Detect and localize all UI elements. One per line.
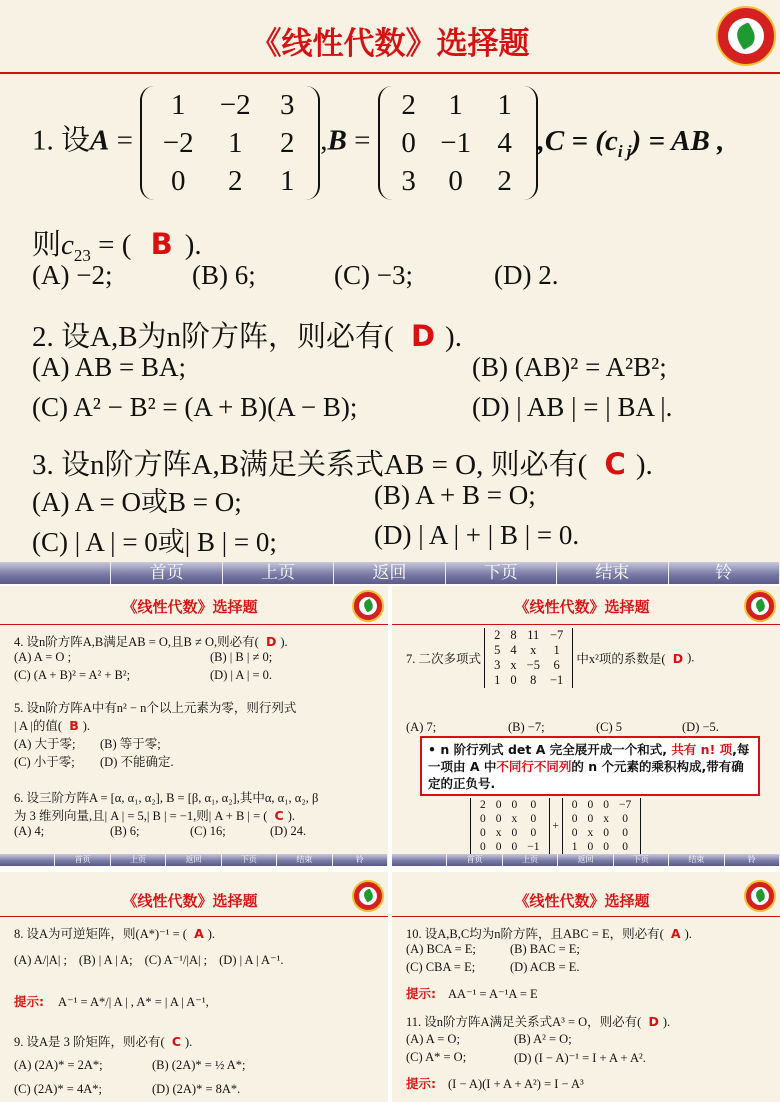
e1-33: 0: [511, 827, 518, 839]
e2-43: 0: [603, 841, 609, 853]
q4-end: ).: [280, 635, 288, 649]
university-seal-logo: [716, 6, 776, 66]
e2-11: 0: [571, 799, 578, 811]
q11-opt-b: (B) A² = O;: [514, 1032, 572, 1046]
q7-opt-d: (D) −5.: [682, 720, 719, 734]
q1-ask-mid: = (: [90, 229, 132, 261]
e2-34: 0: [622, 827, 628, 839]
e1-32: x: [495, 827, 502, 839]
panel-top-right: [392, 586, 780, 866]
q7-opt-b: (B) −7;: [508, 720, 545, 734]
q7-d31: 3: [494, 658, 501, 672]
q5-stem-line1: 5. 设n阶方阵A中有n² − n个以上元素为零，则行列式: [14, 701, 297, 715]
q8-stem-line: [14, 924, 215, 942]
panel-tr-seal-logo: [744, 590, 776, 622]
c-tail: ) = AB ,: [631, 124, 725, 157]
q10-opt-c: (C) CBA = E;: [406, 960, 476, 974]
q3-opt-c: (C) | A | = 0或| B | = 0;: [32, 527, 277, 557]
q2-answer: D: [410, 319, 436, 353]
q7-d23: x: [530, 643, 537, 657]
q11-opt-a: (A) A = O;: [406, 1032, 460, 1046]
b-12: 1: [448, 89, 463, 121]
b-32: 0: [448, 165, 463, 197]
e2-44: 0: [622, 841, 628, 853]
q9-opt-b: (B) (2A)* = ½ A*;: [152, 1058, 246, 1072]
q10-hint: AA⁻¹ = A⁻¹A = E: [448, 987, 538, 1001]
nav-home-button[interactable]: 首页: [111, 562, 222, 584]
q1-lead: 1. 设: [32, 124, 91, 157]
q1-ask-sub: 23: [73, 245, 91, 265]
e1-43: 0: [511, 841, 518, 853]
q7-tip-box: [420, 736, 760, 796]
q7-d32: x: [510, 658, 517, 672]
header-rule: [0, 72, 780, 74]
q8-opt-a: (A) A/|A| ;: [14, 953, 67, 967]
q6-opt-a: (A) 4;: [14, 824, 45, 838]
q5-opt-b: (B) 等于零;: [100, 737, 161, 751]
q7-d24: 1: [553, 643, 560, 657]
panel-br-seal-logo: [744, 880, 776, 912]
tr-nav-blank: [392, 854, 447, 866]
q7-end: ).: [687, 650, 695, 665]
q1-opt-b: (B) 6;: [192, 260, 256, 290]
b-21: 0: [401, 127, 416, 159]
e1-21: 0: [480, 813, 486, 825]
panel-bl-rule: [0, 916, 388, 917]
b-23: 4: [497, 127, 512, 159]
panel-bottom-left: [0, 872, 388, 1102]
panel-br-rule: [392, 916, 780, 917]
panel-bottom-right: [392, 872, 780, 1102]
q5-stem-line2: [14, 716, 90, 734]
q9-end: ).: [185, 1035, 193, 1049]
q2-opt-b: (B) (AB)² = A²B²;: [472, 352, 667, 382]
e2-21: 0: [571, 813, 578, 825]
tr-nav-bell-button[interactable]: 铃: [725, 854, 780, 866]
q4-opt-a: (A) A = O ;: [14, 650, 72, 664]
tr-nav-home-button[interactable]: 首页: [447, 854, 502, 866]
panel-tr-nav: [392, 854, 780, 866]
q7-answer: D: [672, 650, 684, 666]
q7-d44: −1: [549, 673, 564, 687]
q7-d43: 8: [530, 673, 537, 687]
panel-tl-seal-logo: [352, 590, 384, 622]
q6-answer: C: [274, 808, 284, 823]
panel-br-title: 《线性代数》选择题: [514, 892, 650, 910]
expansion-det-2: [562, 798, 642, 854]
nav-next-button[interactable]: 下页: [446, 562, 557, 584]
nav-end-button[interactable]: 结束: [557, 562, 668, 584]
q5-answer: B: [69, 718, 79, 733]
tr-nav-end-button[interactable]: 结束: [669, 854, 724, 866]
panel-tl-title: 《线性代数》选择题: [122, 598, 258, 616]
question-1-options: [32, 260, 558, 291]
e1-34: 0: [530, 827, 537, 839]
nav-bell-button[interactable]: 铃: [669, 562, 780, 584]
q10-hint-line: [406, 984, 538, 1002]
expansion-det-2-table: [567, 798, 637, 854]
matrix-a: [140, 86, 320, 200]
q10-opt-d: (D) ACB = E.: [510, 960, 580, 974]
main-nav-bar: [0, 562, 780, 584]
tl-nav-blank: [0, 854, 55, 866]
q6-end: ).: [287, 809, 296, 823]
tl-nav-next-button[interactable]: 下页: [222, 854, 277, 866]
expansion-det-1-table: [475, 798, 545, 854]
q1-opt-d: (D) 2.: [494, 260, 559, 290]
e2-33: 0: [603, 827, 609, 839]
q2-opt-c: (C) A² − B² = (A + B)(A − B);: [32, 392, 358, 422]
q4-stem-line: [14, 632, 288, 650]
e1-42: 0: [495, 841, 502, 853]
q2-opt-a: (A) AB = BA;: [32, 352, 186, 382]
q11-stem-line: [406, 1012, 670, 1030]
b-11: 2: [401, 89, 416, 121]
b-31: 3: [401, 165, 416, 197]
matrix-b: [378, 86, 538, 200]
q7-lead: 7. 二次多项式: [406, 652, 482, 666]
q7-d22: 4: [510, 643, 517, 657]
tr-nav-prev-button[interactable]: 上页: [503, 854, 558, 866]
a-11: 1: [170, 89, 186, 121]
e1-23: x: [511, 813, 518, 825]
panel-tr-title: 《线性代数》选择题: [514, 598, 650, 616]
q7-d33: −5: [526, 658, 540, 672]
q4-stem: 4. 设n阶方阵A,B满足AB = O,且B ≠ O,则必有(: [14, 635, 259, 649]
tl-nav-back-button[interactable]: 返回: [166, 854, 221, 866]
panel-top-left: [0, 586, 388, 866]
q7-d11: 2: [494, 628, 501, 642]
q7-det-table: [489, 628, 568, 688]
q11-opt-d: (D) (I − A)⁻¹ = I + A + A².: [514, 1051, 646, 1065]
matrix-a-table: [152, 86, 308, 200]
q7-opt-a: (A) 7;: [406, 720, 437, 734]
e2-14: −7: [619, 799, 632, 811]
q7-d14: −7: [549, 628, 564, 642]
q9-opt-d: (D) (2A)* = 8A*.: [152, 1082, 241, 1096]
q3-answer: C: [604, 447, 626, 481]
q3-stem: 3. 设n阶方阵A,B满足关系式AB = O, 则必有(: [32, 449, 588, 481]
q6-stem2: 为 3 维列向量,且| A | = 5,| B | = −1,则| A + B | = (: [14, 809, 268, 823]
nav-blank: [0, 562, 111, 584]
q5-opt-a: (A) 大于零;: [14, 737, 76, 751]
q10-answer: A: [670, 926, 681, 941]
q10-stem: 10. 设A,B,C均为n阶方阵，且ABC = E，则必有(: [406, 927, 664, 941]
tip-p1-red: 共有 n! 项: [671, 742, 733, 757]
page-title: 《线性代数》选择题: [250, 26, 530, 62]
q11-answer: D: [648, 1014, 659, 1029]
nav-prev-button[interactable]: 上页: [223, 562, 334, 584]
a-12: −2: [219, 89, 251, 121]
e2-32: x: [587, 827, 594, 839]
q8-hint: A⁻¹ = A*/| A | , A* = | A | A⁻¹,: [58, 995, 209, 1009]
tip-p2: ,每一项由 A 中: [428, 742, 750, 774]
q7-d42: 0: [510, 673, 517, 687]
q10-opt-a: (A) BCA = E;: [406, 942, 476, 956]
q7-expansion: [470, 798, 641, 854]
q4-opt-d: (D) | A | = 0.: [210, 668, 273, 682]
q10-hint-label: 提示:: [406, 986, 436, 1001]
q11-opt-c: (C) A* = O;: [406, 1050, 467, 1064]
e1-12: 0: [495, 799, 502, 811]
q5-stem2: | A |的值(: [14, 719, 63, 733]
q7-d13: 11: [527, 628, 540, 642]
q10-stem-line: [406, 924, 692, 942]
q1-opt-a: (A) −2;: [32, 260, 113, 290]
panel-bl-title: 《线性代数》选择题: [122, 892, 258, 910]
c-sub: i j: [617, 141, 632, 161]
tl-nav-prev-button[interactable]: 上页: [111, 854, 166, 866]
panel-tr-rule: [392, 624, 780, 625]
q6-opt-d: (D) 24.: [270, 824, 307, 838]
e1-22: 0: [495, 813, 502, 825]
question-2-stem: [32, 314, 462, 355]
q1-ask-pre: 则: [32, 229, 62, 261]
q8-opt-b: (B) | A | A;: [78, 953, 133, 967]
e2-23: x: [603, 813, 609, 825]
q7-determinant: [484, 628, 573, 688]
a-32: 2: [227, 165, 243, 197]
b-13: 1: [497, 89, 512, 121]
q8-stem: 8. 设A为可逆矩阵，则(A*)⁻¹ = (: [14, 927, 187, 941]
q2-end: ).: [445, 321, 462, 353]
q8-opt-c: (C) A⁻¹/|A| ;: [144, 953, 208, 967]
q4-opt-c: (C) (A + B)² = A² + B²;: [14, 668, 131, 682]
q8-hint-line: [14, 992, 209, 1010]
q8-options: [14, 952, 283, 968]
panel-tl-nav: [0, 854, 388, 866]
tl-nav-end-button[interactable]: 结束: [277, 854, 332, 866]
expansion-plus: +: [552, 820, 559, 832]
panel-bl-seal-logo: [352, 880, 384, 912]
tip-p3: 的 n 个元素的乘积构成,: [571, 759, 707, 774]
tl-nav-home-button[interactable]: 首页: [55, 854, 110, 866]
e1-41: 0: [480, 841, 486, 853]
question-3-stem: [32, 442, 653, 483]
q9-answer: C: [171, 1034, 182, 1049]
e2-24: 0: [622, 813, 628, 825]
tip-p4: 带有确定的正负号.: [428, 759, 744, 791]
a-23: 2: [279, 127, 295, 159]
q4-answer: D: [265, 634, 277, 649]
e2-41: 1: [571, 841, 578, 853]
q1-ask-var: c: [61, 229, 74, 261]
tip-p1: • n 阶行列式 det A 完全展开成一个和式,: [428, 742, 672, 757]
e1-44: −1: [527, 841, 540, 853]
tip-p2-red: 不同行不同列: [496, 759, 572, 774]
q5-end: ).: [82, 719, 91, 733]
e1-14: 0: [530, 799, 537, 811]
q8-answer: A: [194, 926, 204, 941]
q11-hint-line: [406, 1074, 584, 1092]
panel-tl-rule: [0, 624, 388, 625]
q3-end: ).: [635, 449, 653, 481]
q11-end: ).: [662, 1015, 671, 1029]
q11-hint-label: 提示:: [406, 1076, 436, 1091]
q11-stem: 11. 设n阶方阵A满足关系式A³ = O，则必有(: [406, 1015, 642, 1029]
q8-end: ).: [207, 927, 216, 941]
q10-opt-b: (B) BAC = E;: [510, 942, 580, 956]
q8-hint-label: 提示:: [14, 994, 44, 1009]
nav-back-button[interactable]: 返回: [334, 562, 445, 584]
q7-tail: 中x²项的系数是(: [576, 652, 666, 666]
a-31: 0: [170, 165, 186, 197]
e2-22: 0: [587, 813, 594, 825]
q6-stem-line1: 6. 设三阶方阵A = [α, α₁, α₂], B = [β, α₁, α₂],其中α, α₁, α₂, β: [14, 791, 319, 805]
tr-nav-back-button[interactable]: 返回: [558, 854, 613, 866]
q3-opt-b: (B) A + B = O;: [374, 480, 536, 510]
q6-opt-c: (C) 16;: [190, 824, 226, 838]
q2-stem: 2. 设A,B为n阶方阵，则必有(: [32, 321, 394, 353]
e2-13: 0: [603, 799, 609, 811]
c-def: ,C = (c: [537, 124, 618, 157]
q7-opt-c: (C) 5: [596, 720, 623, 734]
q7-d34: 6: [553, 658, 560, 672]
q6-opt-b: (B) 6;: [110, 824, 140, 838]
a-21: −2: [162, 127, 194, 159]
question-1-stem: 1. 设A = 1 −2 3 −2 1 2 0 2 1 ,B = 2 1 1 0 −1 4 3 0 2 $,C = (c_{i j})$ = AB ,: [32, 86, 724, 200]
q4-opt-b: (B) | B | ≠ 0;: [210, 650, 273, 664]
e1-24: 0: [530, 813, 537, 825]
b-22: −1: [440, 127, 472, 159]
q1-opt-c: (C) −3;: [334, 260, 413, 290]
q1-answer: B: [150, 227, 173, 261]
e1-13: 0: [511, 799, 518, 811]
matrix-b-table: [390, 86, 526, 200]
q9-stem-line: [14, 1032, 192, 1050]
tr-nav-next-button[interactable]: 下页: [614, 854, 669, 866]
q10-end: ).: [684, 927, 692, 941]
expansion-det-1: [470, 798, 550, 854]
e1-31: 0: [480, 827, 486, 839]
q7-line: [406, 628, 694, 688]
q3-opt-a: (A) A = O或B = O;: [32, 487, 242, 517]
q11-hint: (I − A)(I + A + A²) = I − A³: [448, 1077, 584, 1091]
q9-opt-a: (A) (2A)* = 2A*;: [14, 1058, 103, 1072]
q6-stem-line2: [14, 806, 295, 824]
q5-opt-d: (D) 不能确定.: [100, 755, 174, 769]
a-13: 3: [279, 89, 295, 121]
e2-31: 0: [571, 827, 578, 839]
q7-d12: 8: [510, 628, 517, 642]
q2-opt-d: (D) | AB | = | BA |.: [472, 392, 673, 422]
a-33: 1: [279, 165, 295, 197]
q3-opt-d: (D) | A | + | B | = 0.: [374, 520, 580, 550]
q9-opt-c: (C) (2A)* = 4A*;: [14, 1082, 102, 1096]
e1-11: 2: [480, 799, 486, 811]
e2-42: 0: [587, 841, 594, 853]
q7-d41: 1: [494, 673, 501, 687]
b-33: 2: [497, 165, 512, 197]
tl-nav-bell-button[interactable]: 铃: [333, 854, 388, 866]
q7-d21: 5: [494, 643, 501, 657]
q1-ask-end: ).: [184, 229, 202, 261]
q8-opt-d: (D) | A | A⁻¹.: [219, 953, 284, 967]
a-22: 1: [227, 127, 243, 159]
q5-opt-c: (C) 小于零;: [14, 755, 75, 769]
q9-stem: 9. 设A是 3 阶矩阵，则必有(: [14, 1035, 165, 1049]
e2-12: 0: [587, 799, 594, 811]
